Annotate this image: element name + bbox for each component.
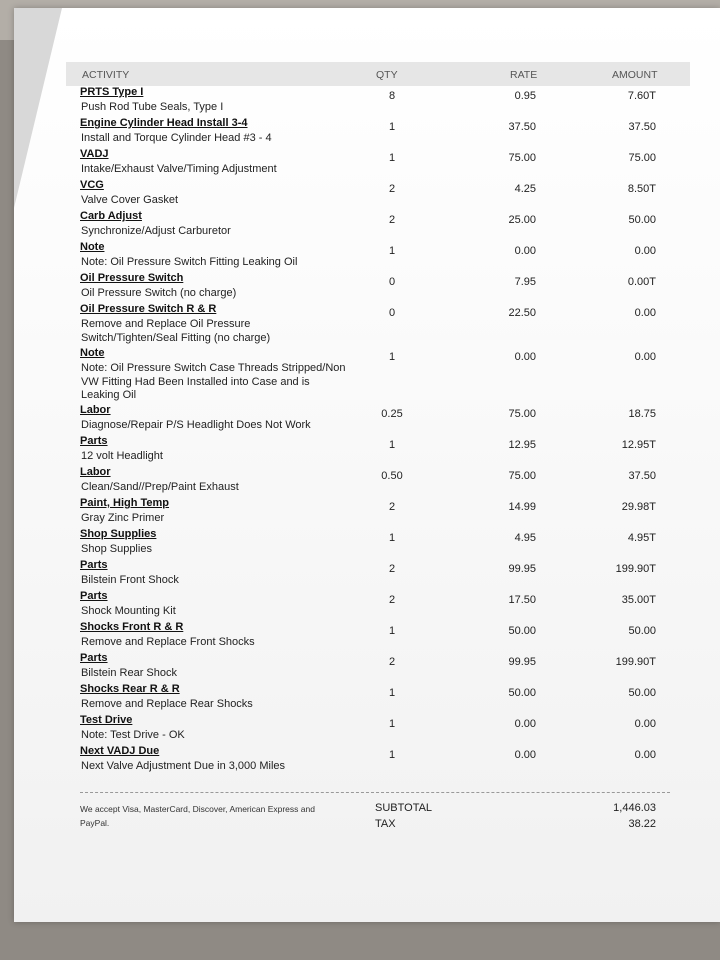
item-qty: 1: [388, 245, 396, 257]
item-code: Parts: [80, 590, 108, 602]
item-amount: 4.95T: [627, 532, 656, 544]
item-rate: 99.95: [508, 656, 536, 668]
item-amount: 50.00: [628, 625, 656, 637]
item-qty: 0.25: [381, 408, 403, 420]
item-qty: 2: [388, 656, 396, 668]
item-amount: 0.00T: [627, 276, 656, 288]
item-amount: 0.00: [634, 245, 656, 257]
item-description: Shock Mounting Kit: [81, 605, 176, 617]
item-qty: 0.50: [381, 470, 403, 482]
item-qty: 8: [388, 90, 396, 102]
item-code: Note: [80, 347, 105, 359]
header-rate: RATE: [510, 69, 538, 81]
item-amount: 0.00: [634, 718, 656, 730]
item-description: Remove and Replace Oil Pressure Switch/Tighten/Seal Fitting (no charge): [81, 318, 271, 344]
item-rate: 50.00: [508, 687, 536, 699]
item-amount: 29.98T: [621, 501, 656, 513]
item-amount: 37.50: [628, 470, 656, 482]
item-rate: 4.95: [514, 532, 536, 544]
item-amount: 199.90T: [615, 563, 656, 575]
header-amount: AMOUNT: [612, 69, 658, 81]
item-rate: 12.95: [508, 439, 536, 451]
item-qty: 1: [388, 625, 396, 637]
item-code: Parts: [80, 652, 108, 664]
item-qty: 1: [388, 121, 396, 133]
item-rate: 0.95: [514, 90, 536, 102]
item-code: Shop Supplies: [80, 528, 157, 540]
item-amount: 7.60T: [627, 90, 656, 102]
item-rate: 4.25: [514, 183, 536, 195]
item-rate: 17.50: [508, 594, 536, 606]
item-rate: 0.00: [514, 351, 536, 363]
item-rate: 50.00: [508, 625, 536, 637]
payment-note: We accept Visa, MasterCard, Discover, American Express and PayPal.: [80, 804, 315, 828]
header-activity: ACTIVITY: [82, 69, 130, 81]
item-qty: 0: [388, 307, 396, 319]
item-amount: 37.50: [628, 121, 656, 133]
item-qty: 1: [388, 718, 396, 730]
item-qty: 2: [388, 563, 396, 575]
item-rate: 22.50: [508, 307, 536, 319]
item-qty: 1: [388, 749, 396, 761]
item-description: Note: Test Drive - OK: [81, 729, 185, 741]
item-rate: 7.95: [514, 276, 536, 288]
item-code: Note: [80, 241, 105, 253]
item-qty: 1: [388, 152, 396, 164]
item-code: VCG: [80, 179, 104, 191]
item-rate: 75.00: [508, 408, 536, 420]
item-description: Bilstein Rear Shock: [81, 667, 177, 679]
item-rate: 25.00: [508, 214, 536, 226]
item-code: Shocks Rear R & R: [80, 683, 180, 695]
item-code: VADJ: [80, 148, 109, 160]
item-qty: 1: [388, 687, 396, 699]
tax-label: TAX: [375, 818, 396, 830]
item-amount: 0.00: [634, 351, 656, 363]
item-description: Synchronize/Adjust Carburetor: [81, 225, 231, 237]
item-qty: 2: [388, 501, 396, 513]
item-amount: 8.50T: [627, 183, 656, 195]
item-description: Diagnose/Repair P/S Headlight Does Not Work: [81, 419, 311, 431]
item-description: Intake/Exhaust Valve/Timing Adjustment: [81, 163, 277, 175]
header-qty: QTY: [376, 69, 398, 81]
item-amount: 199.90T: [615, 656, 656, 668]
item-rate: 14.99: [508, 501, 536, 513]
item-description: Clean/Sand//Prep/Paint Exhaust: [81, 481, 239, 493]
divider: [80, 792, 670, 793]
item-rate: 37.50: [508, 121, 536, 133]
item-code: Carb Adjust: [80, 210, 142, 222]
item-qty: 1: [388, 351, 396, 363]
item-qty: 2: [388, 183, 396, 195]
item-qty: 2: [388, 214, 396, 226]
item-code: Parts: [80, 435, 108, 447]
item-code: Test Drive: [80, 714, 133, 726]
item-description: Oil Pressure Switch (no charge): [81, 287, 237, 299]
subtotal-label: SUBTOTAL: [375, 802, 433, 814]
item-code: Labor: [80, 466, 111, 478]
item-code: Paint, High Temp: [80, 497, 170, 509]
item-rate: 0.00: [514, 245, 536, 257]
item-code: Oil Pressure Switch R & R: [80, 303, 217, 315]
item-description: Shop Supplies: [81, 543, 152, 555]
item-description: Install and Torque Cylinder Head #3 - 4: [81, 132, 272, 144]
item-description: Note: Oil Pressure Switch Fitting Leaking Oil: [81, 256, 298, 268]
item-amount: 75.00: [628, 152, 656, 164]
item-code: Engine Cylinder Head Install 3-4: [80, 117, 248, 129]
item-rate: 75.00: [508, 152, 536, 164]
item-rate: 0.00: [514, 749, 536, 761]
folded-page-edge: [14, 8, 62, 208]
item-code: Next VADJ Due: [80, 745, 160, 757]
item-qty: 1: [388, 532, 396, 544]
item-description: Push Rod Tube Seals, Type I: [81, 101, 224, 113]
item-code: Parts: [80, 559, 108, 571]
item-amount: 12.95T: [621, 439, 656, 451]
item-rate: 99.95: [508, 563, 536, 575]
item-amount: 50.00: [628, 687, 656, 699]
item-amount: 50.00: [628, 214, 656, 226]
item-qty: 0: [388, 276, 396, 288]
item-code: PRTS Type I: [80, 86, 144, 98]
item-description: Remove and Replace Rear Shocks: [81, 698, 253, 710]
tax-value: 38.22: [628, 818, 656, 830]
item-amount: 0.00: [634, 749, 656, 761]
item-description: 12 volt Headlight: [81, 450, 163, 462]
item-description: Next Valve Adjustment Due in 3,000 Miles: [81, 760, 286, 772]
item-amount: 0.00: [634, 307, 656, 319]
item-code: Oil Pressure Switch: [80, 272, 184, 284]
item-description: Remove and Replace Front Shocks: [81, 636, 255, 648]
item-amount: 35.00T: [621, 594, 656, 606]
item-qty: 1: [388, 439, 396, 451]
item-description: Gray Zinc Primer: [81, 512, 165, 524]
item-description: Valve Cover Gasket: [81, 194, 179, 206]
item-qty: 2: [388, 594, 396, 606]
item-code: Shocks Front R & R: [80, 621, 184, 633]
item-rate: 75.00: [508, 470, 536, 482]
item-code: Labor: [80, 404, 111, 416]
item-rate: 0.00: [514, 718, 536, 730]
item-description: Note: Oil Pressure Switch Case Threads Stripped/Non VW Fitting Had Been Installed into Case and is Leaking Oil: [81, 362, 346, 401]
item-amount: 18.75: [628, 408, 656, 420]
item-description: Bilstein Front Shock: [81, 574, 179, 586]
subtotal-value: 1,446.03: [613, 802, 656, 814]
